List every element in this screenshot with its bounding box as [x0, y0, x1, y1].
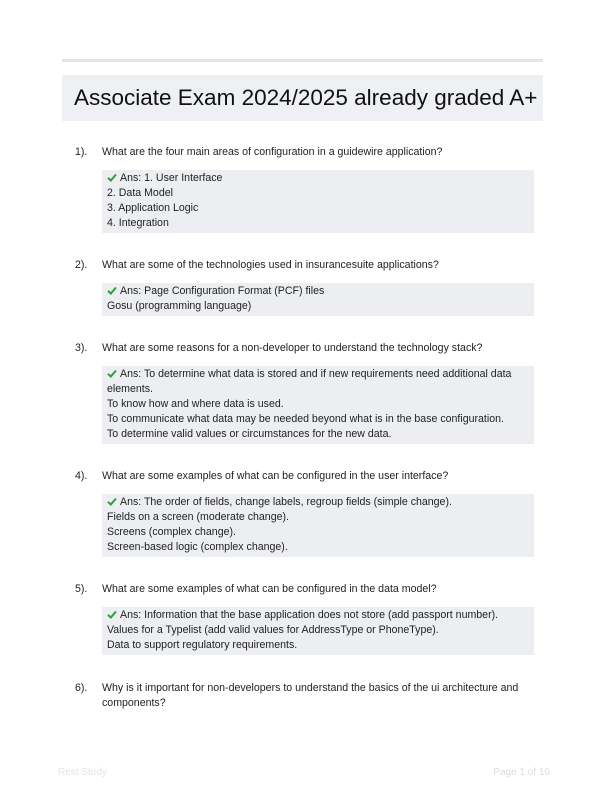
question-text: What are the four main areas of configuration in a guidewire application? [102, 146, 443, 158]
answer-line: 2. Data Model [107, 187, 173, 199]
top-divider [62, 59, 543, 62]
title-box [62, 75, 543, 121]
answer-line: To communicate what data may be needed beyond what is in the base configuration. [107, 413, 504, 425]
question-number: 3). [75, 342, 88, 354]
check-icon [107, 610, 117, 619]
question-number: 1). [75, 146, 88, 158]
answer-line: Fields on a screen (moderate change). [107, 511, 289, 523]
answer-box [102, 170, 534, 233]
qa-block-4 [75, 469, 545, 557]
qa-block-6 [75, 681, 545, 711]
question-number: 5). [75, 583, 88, 595]
question-text: What are some examples of what can be configured in the data model? [102, 583, 437, 595]
answer-line: Values for a Typelist (add valid values for AddressType or PhoneType). [107, 624, 439, 636]
answer-line: Ans: The order of fields, change labels, regroup fields (simple change). [107, 495, 528, 510]
answer-line: 4. Integration [107, 217, 169, 229]
page-title: Associate Exam 2024/2025 already graded A+ [74, 85, 538, 110]
answer-line: Ans: To determine what data is stored and if new requirements need additional data [107, 367, 528, 382]
answer-line: Screens (complex change). [107, 526, 236, 538]
page-number: Page 1 of 10 [493, 767, 550, 778]
answer-box [102, 607, 534, 655]
answer-line: Screen-based logic (complex change). [107, 541, 288, 553]
check-icon [107, 173, 117, 182]
answer-line: To determine valid values or circumstances for the new data. [107, 428, 392, 440]
qa-block-5 [75, 582, 545, 655]
answer-line: Data to support regulatory requirements. [107, 639, 298, 651]
answer-line: elements. [107, 383, 153, 395]
question-text: What are some examples of what can be configured in the user interface? [102, 470, 449, 482]
answer-box [102, 494, 534, 557]
check-icon [107, 286, 117, 295]
answer-line: Gosu (programming language) [107, 300, 252, 312]
qa-block-1 [75, 145, 545, 233]
question-text: What are some reasons for a non-developer to understand the technology stack? [102, 342, 483, 354]
question-text: What are some of the technologies used in insurancesuite applications? [102, 259, 439, 271]
answer-line: Ans: 1. User Interface [107, 171, 528, 186]
answer-box [102, 366, 534, 444]
answer-line: 3. Application Logic [107, 202, 199, 214]
answer-line: Ans: Information that the base application does not store (add passport number). [107, 608, 528, 623]
question-number: 6). [75, 682, 88, 694]
footer-watermark: Rest Study [58, 767, 107, 778]
answer-line: To know how and where data is used. [107, 398, 284, 410]
question-text: Why is it important for non-developers to understand the basics of the ui architecture and components? [102, 682, 519, 709]
check-icon [107, 497, 117, 506]
question-number: 2). [75, 259, 88, 271]
qa-block-2 [75, 258, 545, 316]
qa-block-3 [75, 341, 545, 444]
answer-box [102, 283, 534, 316]
question-number: 4). [75, 470, 88, 482]
check-icon [107, 369, 117, 378]
answer-line: Ans: Page Configuration Format (PCF) files [107, 284, 528, 299]
